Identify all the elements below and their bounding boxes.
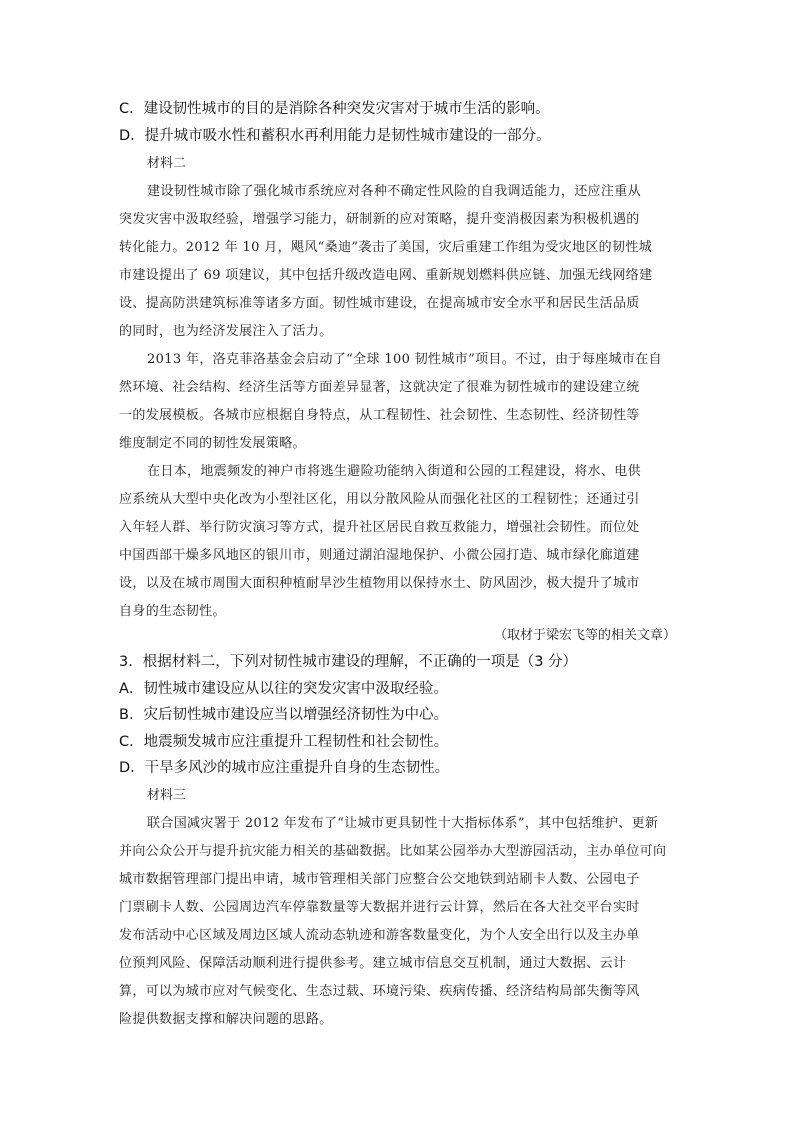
material-2-line: 设、提高防洪建筑标准等诸多方面。韧性城市建设，在提高城市安全水平和居民生活品质 [119, 296, 640, 311]
q3-option-b: B．灾后韧性城市建设应当以增强经济韧性为中心。 [119, 707, 448, 723]
material-3-line: 位预判风险、保障活动顺利进行提供参考。建立城市信息交互机制，通过大数据、云计 [119, 956, 627, 971]
q3-option-a: A．韧性城市建设应从以往的突发灾害中汲取经验。 [119, 681, 448, 697]
q3-stem: 3．根据材料二，下列对韧性城市建设的理解，不正确的一项是（3 分） [119, 654, 578, 670]
q2-option-d: D．提升城市吸水性和蓄积水再利用能力是韧性城市建设的一部分。 [119, 128, 551, 144]
material-2-line: 然环境、社会结构、经济生活等方面差异显著，这就决定了很难为韧性城市的建设建立统 [119, 380, 640, 395]
material-3-line: 算，可以为城市应对气候变化、生态过载、环境污染、疾病传播、经济结构局部失衡等风 [119, 984, 640, 999]
material-2-line: 的同时，也为经济发展注入了活力。 [119, 324, 333, 339]
material-3-line: 发布活动中心区域及周边区域人流动态轨迹和游客数量变化，为个人安全出行以及主办单 [119, 928, 640, 943]
material-3-line: 联合国减灾署于 2012 年发布了“让城市更具韧性十大指标体系”，其中包括维护、更新 [147, 816, 659, 831]
material-2-source: （取材于梁宏飞等的相关文章） [493, 628, 676, 643]
material-2-line: 突发灾害中汲取经验，增强学习能力，研制新的应对策略，提升变消极因素为积极机遇的 [119, 212, 640, 227]
material-3-line: 门票刷卡人数、公园周边汽车停靠数量等大数据并进行云计算，然后在各大社交平台实时 [119, 900, 640, 915]
material-2-line: 在日本，地震频发的神户市将逃生避险功能纳入街道和公园的工程建设，将水、电供 [147, 464, 641, 479]
q2-option-c: C．建设韧性城市的目的是消除各种突发灾害对于城市生活的影响。 [119, 101, 550, 117]
material-2-line: 中国西部干燥多风地区的银川市，则通过湖泊湿地保护、小微公园打造、城市绿化廊道建 [119, 548, 640, 563]
material-3-line: 城市数据管理部门提出申请，城市管理相关部门应整合公交地铁到站刷卡人数、公园电子 [119, 872, 640, 887]
material-2-line: 转化能力。2012 年 10 月，飓风“桑迪”袭击了美国，灾后重建工作组为受灾地区的韧性城 [119, 240, 653, 255]
material-2-line: 2013 年，洛克菲洛基金会启动了“全球 100 韧性城市”项目。不过，由于每座城市在自 [147, 352, 662, 367]
material-3-line: 并向公众公开与提升抗灾能力相关的基础数据。比如某公园举办大型游园活动，主办单位可向 [119, 844, 667, 859]
material-2-line: 一的发展模板。各城市应根据自身特点，从工程韧性、社会韧性、生态韧性、经济韧性等 [119, 408, 640, 423]
material-2-line: 建设韧性城市除了强化城市系统应对各种不确定性风险的自我调适能力，还应注重从 [147, 184, 641, 199]
material-2-line: 自身的生态韧性。 [119, 604, 226, 619]
material-3-heading: 材料三 [147, 788, 187, 803]
material-2-line: 市建设提出了 69 项建议，其中包括升级改造电网、重新规划燃料供应链、加强无线网络建 [119, 268, 653, 283]
material-2-heading: 材料二 [147, 156, 187, 171]
material-2-line: 维度制定不同的韧性发展策略。 [119, 436, 306, 451]
q3-option-c: C．地震频发城市应注重提升工程韧性和社会韧性。 [119, 734, 449, 750]
material-2-line: 应系统从大型中央化改为小型社区化，用以分散风险从而强化社区的工程韧性；还通过引 [119, 492, 640, 507]
q3-option-d: D．干旱多风沙的城市应注重提升自身的生态韧性。 [119, 760, 450, 776]
material-2-line: 设，以及在城市周围大面积种植耐旱沙生植物用以保持水土、防风固沙，极大提升了城市 [119, 576, 640, 591]
material-3-line: 险提供数据支撑和解决问题的思路。 [119, 1012, 333, 1027]
material-2-line: 入年轻人群、举行防灾演习等方式，提升社区居民自救互救能力，增强社会韧性。而位处 [119, 520, 640, 535]
